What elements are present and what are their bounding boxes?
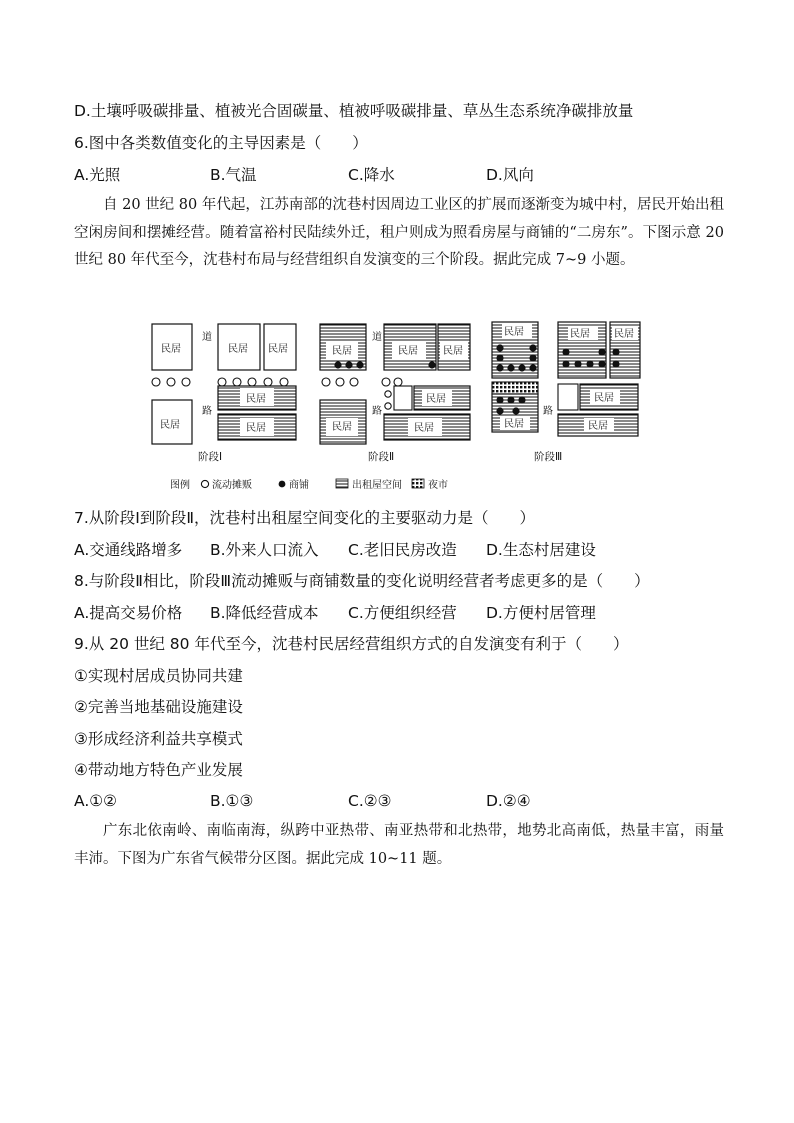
- legend-stall-icon: [201, 480, 208, 487]
- legend-title: 图例: [170, 480, 190, 491]
- stage2-road-char-2: 路: [372, 406, 382, 417]
- stage1-house-se-label: 民居: [246, 423, 266, 434]
- stage2-house-se-label: 民居: [414, 423, 434, 434]
- stage3-house-n2-label: 民居: [614, 329, 634, 340]
- stage3-house-e-label: 民居: [594, 393, 614, 404]
- legend-rental-label: 出租屋空间: [352, 480, 402, 491]
- stage3-stall-zone: [558, 384, 578, 410]
- legend-night-market-icon: [412, 479, 424, 488]
- question-8-stem: 8.与阶段Ⅱ相比，阶段Ⅲ流动摊贩与商铺数量的变化说明经营者考虑更多的是（ ）: [74, 572, 650, 590]
- q9-statement-2: ②完善当地基础设施建设: [74, 698, 243, 716]
- stage2-house-e-label: 民居: [426, 394, 446, 405]
- q8-option-a: A.提高交易价格: [74, 604, 183, 622]
- stage3-house-se-label: 民居: [588, 421, 608, 432]
- legend-rental-icon: [336, 479, 348, 488]
- legend-stall-label: 流动摊贩: [212, 480, 252, 491]
- q9-statement-1: ①实现村居成员协同共建: [74, 667, 243, 685]
- stage2-house-sw-label: 民居: [332, 422, 352, 433]
- q9-option-d: D.②④: [486, 792, 531, 810]
- stage-3-diagram: [492, 322, 640, 463]
- stage1-house-n1-label: 民居: [228, 344, 248, 355]
- stage-2-label: 阶段Ⅱ: [368, 451, 395, 463]
- stage1-house-e-label: 民居: [246, 394, 266, 405]
- stage3-road-char: 路: [543, 406, 553, 417]
- question-6-stem: 6.图中各类数值变化的主导因素是（ ）: [74, 134, 368, 152]
- stage3-house-nw-label: 民居: [504, 327, 524, 338]
- q9-statement-3: ③形成经济利益共享模式: [74, 730, 243, 748]
- stage-1-diagram: [152, 324, 296, 463]
- q6-option-b: B.气温: [210, 166, 257, 184]
- q8-option-d: D.方便村居管理: [486, 604, 596, 622]
- passage-guangdong-climate: 广东北依南岭、南临南海，纵跨中亚热带、南亚热带和北热带，地势北高南低，热量丰富，雨量丰沛。下图为广东省气候带分区图。据此完成 10~11 题。: [74, 823, 724, 867]
- figure-legend: [170, 478, 448, 491]
- stage1-house-n2-label: 民居: [268, 344, 288, 355]
- stage1-house-nw-label: 民居: [161, 344, 181, 355]
- stage3-house-sw-label: 民居: [504, 419, 524, 430]
- q7-option-b: B.外来人口流入: [210, 541, 319, 559]
- stage3-night-market: [492, 382, 538, 394]
- q6-option-a: A.光照: [74, 166, 121, 184]
- q9-option-b: B.①③: [210, 792, 254, 810]
- stage1-road-char-1: 道: [202, 332, 212, 343]
- q9-statement-4: ④带动地方特色产业发展: [74, 761, 243, 779]
- q7-option-d: D.生态村居建设: [486, 541, 596, 559]
- q7-option-c: C.老旧民房改造: [348, 541, 457, 559]
- legend-shop-icon: [279, 481, 286, 488]
- q6-option-c: C.降水: [348, 166, 395, 184]
- question-5-option-d: D.土壤呼吸碳排量、植被光合固碳量、植被呼吸碳排量、草丛生态系统净碳排放量: [74, 102, 634, 120]
- legend-night-market-label: 夜市: [428, 480, 448, 491]
- stage-2-diagram: [320, 324, 470, 463]
- q8-option-c: C.方便组织经营: [348, 604, 457, 622]
- stage3-house-n1-label: 民居: [570, 329, 590, 340]
- stage2-road-char-1: 道: [372, 332, 382, 343]
- question-7-stem: 7.从阶段Ⅰ到阶段Ⅱ，沈巷村出租屋空间变化的主要驱动力是（ ）: [74, 509, 535, 527]
- stage1-house-sw-label: 民居: [160, 420, 180, 431]
- q6-option-d: D.风向: [486, 166, 534, 184]
- q8-option-b: B.降低经营成本: [210, 604, 319, 622]
- stage2-house-nw-label: 民居: [332, 346, 352, 357]
- q9-option-c: C.②③: [348, 792, 392, 810]
- passage-shenxiang-village: 自 20 世纪 80 年代起，江苏南部的沈巷村因周边工业区的扩展而逐渐变为城中村，居民开始出租空闲房间和摆摊经营。随着富裕村民陆续外迁，租户则成为照看房屋与商铺的“二房东”。下图示意 20 世纪 80 年代至今，沈巷村布局与经营组织自发演变的三个阶段。据此完成 7~9 小题。: [74, 197, 724, 268]
- stage-3-label: 阶段Ⅲ: [534, 451, 563, 463]
- question-9-stem: 9.从 20 世纪 80 年代至今，沈巷村民居经营组织方式的自发演变有利于（ ）: [74, 635, 629, 653]
- stage-1-label: 阶段Ⅰ: [198, 451, 223, 463]
- stage2-house-n1-label: 民居: [398, 346, 418, 357]
- legend-shop-label: 商铺: [289, 480, 309, 491]
- stage2-house-n2-label: 民居: [443, 346, 463, 357]
- stage2-stall-zone: [394, 386, 412, 410]
- q9-option-a: A.①②: [74, 792, 118, 810]
- q7-option-a: A.交通线路增多: [74, 541, 183, 559]
- stage1-road-char-2: 路: [202, 406, 212, 417]
- village-layout-figure: [140, 318, 660, 498]
